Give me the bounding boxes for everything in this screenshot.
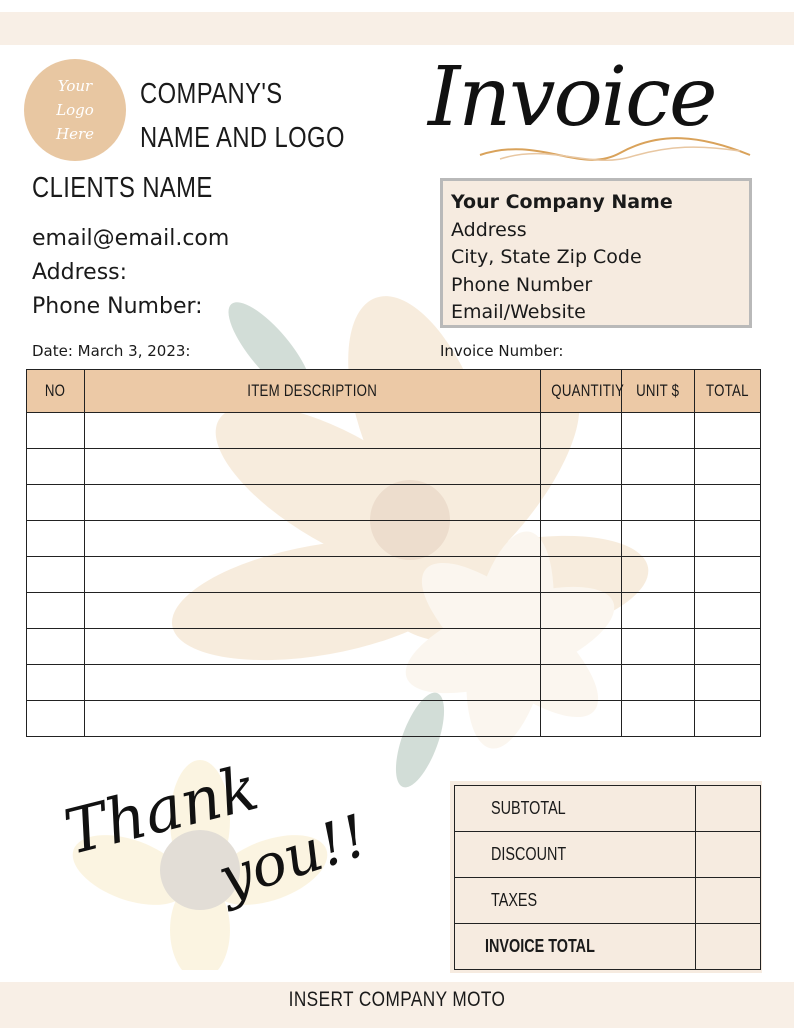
cell-total[interactable] [695, 665, 761, 701]
decorative-swirl [470, 135, 760, 175]
line-items-table [26, 369, 761, 737]
cell-no[interactable] [27, 665, 85, 701]
taxes-row [455, 878, 761, 924]
header-no: NO [27, 370, 85, 413]
cell-description[interactable] [85, 413, 541, 449]
subtotal-value[interactable] [696, 786, 761, 832]
logo-text-line1: Your [57, 77, 93, 95]
cell-quantity[interactable] [541, 629, 622, 665]
you-text: you!! [210, 801, 376, 913]
company-name-line1: COMPANY'S [140, 78, 283, 110]
cell-unit[interactable] [622, 485, 695, 521]
invoice-date: Date: March 3, 2023: [32, 342, 191, 360]
company-box-phone: Phone Number [451, 273, 593, 296]
line-items-body [27, 413, 761, 737]
invoice-total-row [455, 924, 761, 970]
taxes-value[interactable] [696, 878, 761, 924]
cell-total[interactable] [695, 485, 761, 521]
cell-unit[interactable] [622, 665, 695, 701]
subtotal-label: SUBTOTAL [455, 786, 696, 832]
discount-value[interactable] [696, 832, 761, 878]
cell-unit[interactable] [622, 629, 695, 665]
cell-description[interactable] [85, 665, 541, 701]
cell-description[interactable] [85, 701, 541, 737]
thank-text: Thank [57, 750, 266, 869]
taxes-label: TAXES [455, 878, 696, 924]
cell-description[interactable] [85, 449, 541, 485]
table-row [27, 593, 761, 629]
cell-unit[interactable] [622, 701, 695, 737]
invoice-title: Invoice [428, 50, 716, 145]
cell-no[interactable] [27, 413, 85, 449]
company-box-city: City, State Zip Code [451, 246, 642, 268]
company-box-address: Address [451, 218, 527, 241]
top-decorative-band [0, 12, 794, 45]
cell-total[interactable] [695, 593, 761, 629]
cell-description[interactable] [85, 629, 541, 665]
table-header-row [27, 370, 761, 413]
cell-quantity[interactable] [541, 557, 622, 593]
company-name-heading [140, 72, 345, 160]
table-row [27, 449, 761, 485]
header-unit-price: UNIT $ [622, 370, 695, 413]
table-row [27, 485, 761, 521]
company-box-name: Your Company Name [451, 191, 673, 213]
cell-no[interactable] [27, 449, 85, 485]
cell-total[interactable] [695, 557, 761, 593]
cell-no[interactable] [27, 629, 85, 665]
cell-quantity[interactable] [541, 665, 622, 701]
cell-unit[interactable] [622, 521, 695, 557]
client-address: Address: [32, 260, 128, 285]
invoice-total-value[interactable] [696, 924, 761, 970]
cell-quantity[interactable] [541, 521, 622, 557]
header-quantity: QUANTITIY [541, 370, 622, 413]
cell-total[interactable] [695, 629, 761, 665]
table-row [27, 413, 761, 449]
subtotal-row [455, 786, 761, 832]
logo-text-line2: Logo [56, 101, 94, 119]
cell-unit[interactable] [622, 557, 695, 593]
totals-table [454, 785, 761, 970]
company-name-line2: NAME AND LOGO [140, 122, 345, 154]
cell-unit[interactable] [622, 413, 695, 449]
company-info-box [440, 178, 752, 328]
cell-description[interactable] [85, 557, 541, 593]
cell-unit[interactable] [622, 449, 695, 485]
cell-quantity[interactable] [541, 449, 622, 485]
cell-total[interactable] [695, 701, 761, 737]
client-details [32, 222, 229, 324]
table-row [27, 629, 761, 665]
cell-total[interactable] [695, 413, 761, 449]
cell-quantity[interactable] [541, 413, 622, 449]
cell-no[interactable] [27, 485, 85, 521]
header-item-description: ITEM DESCRIPTION [85, 370, 541, 413]
company-box-email: Email/Website [451, 301, 586, 323]
table-row [27, 557, 761, 593]
client-email: email@email.com [32, 226, 230, 251]
table-row [27, 701, 761, 737]
cell-no[interactable] [27, 557, 85, 593]
cell-quantity[interactable] [541, 485, 622, 521]
cell-no[interactable] [27, 593, 85, 629]
cell-total[interactable] [695, 521, 761, 557]
table-row [27, 665, 761, 701]
cell-description[interactable] [85, 485, 541, 521]
cell-description[interactable] [85, 593, 541, 629]
cell-total[interactable] [695, 449, 761, 485]
company-moto: INSERT COMPANY MOTO [288, 988, 506, 1011]
invoice-number-label: Invoice Number: [440, 342, 564, 360]
client-name-label: CLIENTS NAME [32, 172, 213, 204]
table-row [27, 521, 761, 557]
discount-row [455, 832, 761, 878]
logo-placeholder [24, 59, 126, 161]
invoice-total-label: INVOICE TOTAL [455, 924, 696, 970]
cell-no[interactable] [27, 701, 85, 737]
cell-quantity[interactable] [541, 593, 622, 629]
header-total: TOTAL [695, 370, 761, 413]
discount-label: DISCOUNT [455, 832, 696, 878]
client-phone: Phone Number: [32, 294, 203, 319]
logo-text-line3: Here [55, 125, 94, 143]
cell-description[interactable] [85, 521, 541, 557]
cell-quantity[interactable] [541, 701, 622, 737]
cell-unit[interactable] [622, 593, 695, 629]
cell-no[interactable] [27, 521, 85, 557]
